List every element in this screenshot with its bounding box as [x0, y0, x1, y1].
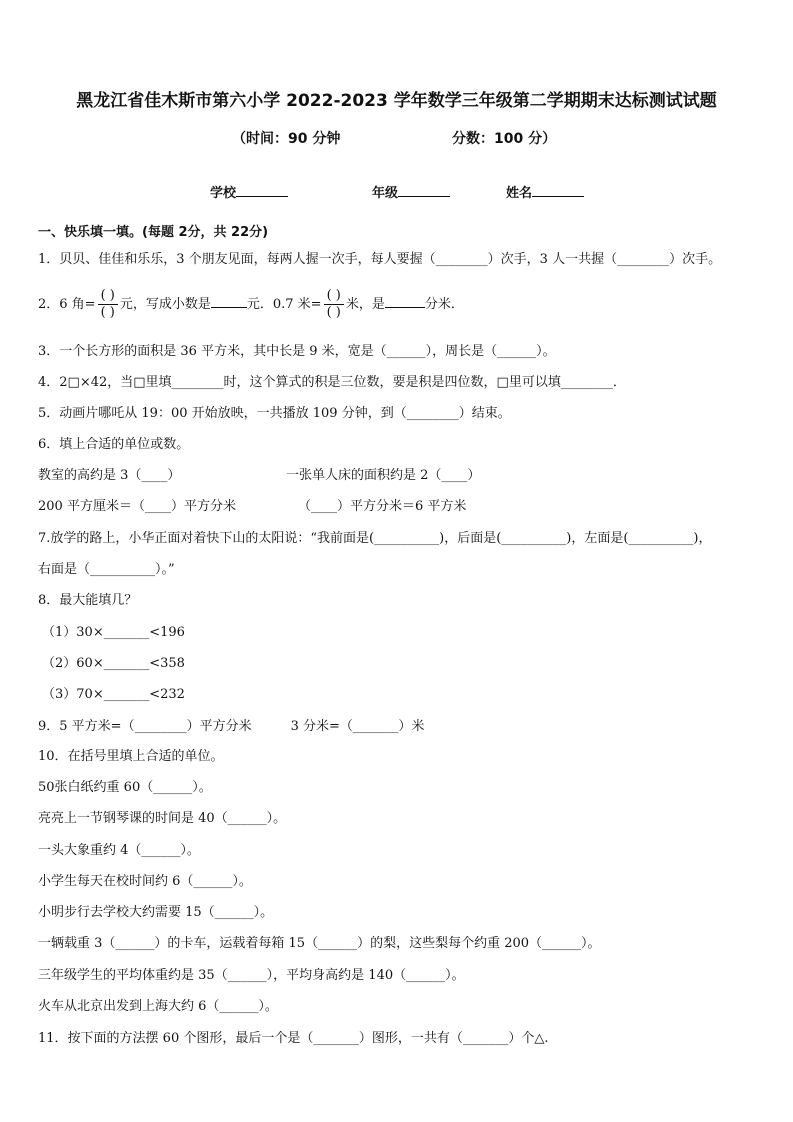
- question-6-stem: 6．填上合适的单位或数。: [38, 437, 190, 452]
- section-1-heading: 一、快乐填一填。(每题 2分，共 22分): [38, 225, 269, 240]
- question-9: 9．5 平方米=（________）平方分米 3 分米=（_______）米: [38, 719, 425, 734]
- q2-text-b: 元，写成小数是: [119, 297, 211, 312]
- question-7-line-2: 右面是（__________）。”: [38, 562, 175, 577]
- name-blank[interactable]: [532, 182, 584, 197]
- question-10-stem: 10．在括号里填上合适的单位。: [38, 749, 224, 764]
- q2-fraction-1-den: ( ): [100, 305, 115, 320]
- q2-fraction-1-num: ( ): [98, 288, 118, 305]
- q2-fraction-2-num: ( ): [324, 288, 344, 305]
- question-6-d: （____）平方分米＝6 平方米: [298, 499, 467, 514]
- q2-text-d: 米，是: [345, 297, 385, 312]
- grade-label: 年级: [372, 186, 399, 201]
- question-2: [38, 288, 464, 322]
- question-6-b: 一张单人床的面积约是 2（____）: [286, 468, 481, 483]
- question-3: 3．一个长方形的面积是 36 平方米，其中长是 9 米，宽是（______），周长是（______）。: [38, 344, 556, 359]
- grade-blank[interactable]: [398, 182, 450, 197]
- question-8-item-1: （1）30×_______<196: [42, 625, 185, 640]
- name-field: [506, 182, 584, 201]
- question-10-item-2: 亮亮上一节钢琴课的时间是 40（______）。: [38, 811, 287, 826]
- question-10-item-1: 50张白纸约重 60（______）。: [38, 780, 212, 795]
- exam-title: 黑龙江省佳木斯市第六小学 2022-2023 学年数学三年级第二学期期末达标测试试题: [76, 91, 717, 111]
- school-field: [210, 182, 288, 201]
- q2-blank-2[interactable]: [385, 294, 425, 308]
- school-label: 学校: [210, 186, 237, 201]
- q2-fraction-2-den: ( ): [326, 305, 341, 320]
- name-label: 姓名: [506, 186, 533, 201]
- question-10-item-5: 小明步行去学校大约需要 15（______）。: [38, 905, 274, 920]
- question-10-item-3: 一头大象重约 4（______）。: [38, 843, 200, 858]
- question-10-item-6: 一辆载重 3（______）的卡车，运载着每箱 15（______）的梨，这些梨每个约重 200（______）。: [38, 936, 601, 951]
- grade-field: [372, 182, 450, 201]
- question-1: 1．贝贝、佳佳和乐乐，3 个朋友见面，每两人握一次手，每人要握（________）次手，3 人一共握（________）次手。: [38, 252, 722, 267]
- q2-text-a: 2．6 角=: [38, 297, 96, 312]
- question-4: 4．2□×42，当□里填________时，这个算式的积是三位数，要是积是四位数，□里可以填________．: [38, 375, 626, 390]
- question-11: 11．按下面的方法摆 60 个图形，最后一个是（_______）图形，一共有（_______）个△.: [38, 1031, 549, 1046]
- q2-blank-1[interactable]: [211, 294, 247, 308]
- question-6-a: 教室的高约是 3（____）: [38, 468, 181, 483]
- question-10-item-4: 小学生每天在校时间约 6（______）。: [38, 874, 252, 889]
- q2-fraction-1: [98, 288, 118, 321]
- question-10-item-7: 三年级学生的平均体重约是 35（______），平均身高约是 140（______）。: [38, 968, 465, 983]
- question-7-line-1: 7.放学的路上，小华正面对着快下山的太阳说：“我前面是(__________)，后面是(__________)，左面是(__________)，: [38, 531, 712, 546]
- school-blank[interactable]: [236, 182, 288, 197]
- q2-text-c: 元．0.7 米=: [246, 297, 322, 312]
- question-8-stem: 8．最大能填几？: [38, 593, 138, 608]
- question-10-item-8: 火车从北京出发到上海大约 6（______）。: [38, 999, 278, 1014]
- exam-score: 分数：100 分）: [452, 131, 557, 147]
- q2-text-e: 分米．: [424, 297, 464, 312]
- question-5: 5．动画片哪吒从 19：00 开始放映，一共播放 109 分钟，到（________）结束。: [38, 406, 511, 421]
- question-6-c: 200 平方厘米＝（____）平方分米: [38, 499, 236, 514]
- question-8-item-2: （2）60×_______<358: [42, 656, 185, 671]
- question-8-item-3: （3）70×_______<232: [42, 687, 185, 702]
- exam-time: （时间：90 分钟: [232, 131, 341, 147]
- q2-fraction-2: [324, 288, 344, 321]
